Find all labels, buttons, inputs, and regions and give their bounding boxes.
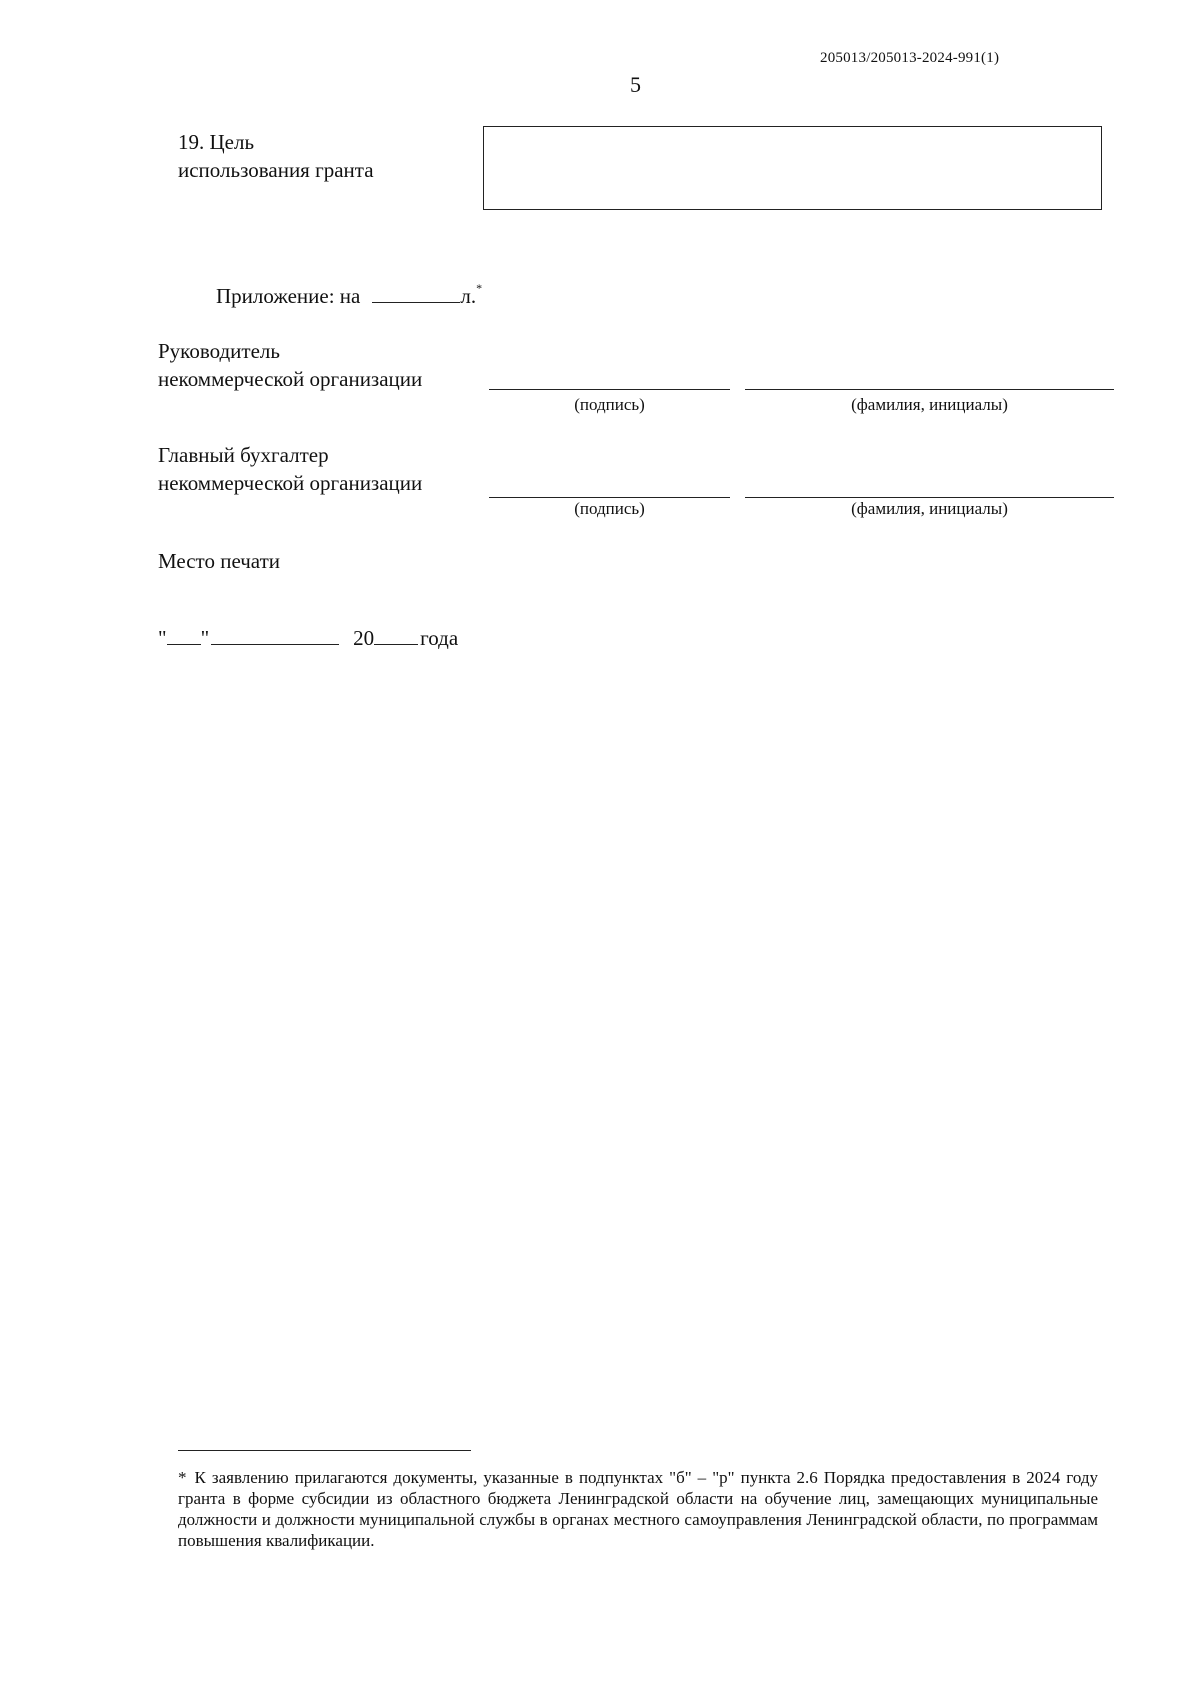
date-close-quote: " [200, 626, 210, 650]
attachment-pages-field[interactable] [372, 282, 460, 303]
accountant-label-line1: Главный бухгалтер [158, 443, 329, 467]
attachment-footnote-marker: * [476, 281, 483, 295]
page-number: 5 [630, 72, 641, 97]
head-label-line2: некоммерческой организации [158, 367, 423, 391]
head-name-line[interactable] [745, 389, 1114, 390]
attachment-suffix: л. [460, 284, 477, 308]
accountant-name-caption: (фамилия, инициалы) [851, 499, 1008, 518]
grant-purpose-field[interactable] [483, 126, 1102, 210]
head-label-line1: Руководитель [158, 339, 280, 363]
head-signature-label [158, 337, 422, 393]
footnote-text: К заявлению прилагаются документы, указанные в подпунктах "б" – "р" пункта 2.6 Порядка предоставления в 2024 году гранта в форме субсидии из областного бюджета Ленинградской области на обучение лиц, замещающих муниципальные должности и должности муниципальной службы в органах местного самоуправления Ленинградской области, по программам повышения квалификации. [178, 1468, 1098, 1550]
date-year-word: года [420, 626, 459, 650]
date-open-quote: " [158, 626, 167, 650]
attachment-line [216, 282, 482, 309]
accountant-label-line2: некоммерческой организации [158, 471, 423, 495]
grant-purpose-label [178, 128, 374, 184]
head-name-caption: (фамилия, инициалы) [851, 395, 1008, 414]
date-line [158, 624, 458, 651]
head-signature-line[interactable] [489, 389, 730, 390]
attachment-prefix: Приложение: на [216, 284, 361, 308]
date-year-field[interactable] [374, 624, 418, 645]
accountant-signature-line[interactable] [489, 497, 730, 498]
grant-purpose-label-line1: 19. Цель [178, 130, 255, 154]
footnote-divider [178, 1450, 471, 1451]
date-month-field[interactable] [211, 624, 339, 645]
head-signature-caption: (подпись) [574, 395, 645, 414]
document-code: 205013/205013-2024-991(1) [820, 50, 1000, 66]
date-century: 20 [353, 626, 375, 650]
accountant-name-line[interactable] [745, 497, 1114, 498]
stamp-place-label: Место печати [158, 549, 281, 573]
date-day-field[interactable] [167, 624, 201, 645]
footnote [178, 1467, 1098, 1551]
grant-purpose-label-line2: использования гранта [178, 158, 374, 182]
footnote-marker: * [178, 1468, 187, 1487]
accountant-signature-label [158, 441, 422, 497]
accountant-signature-caption: (подпись) [574, 499, 645, 518]
